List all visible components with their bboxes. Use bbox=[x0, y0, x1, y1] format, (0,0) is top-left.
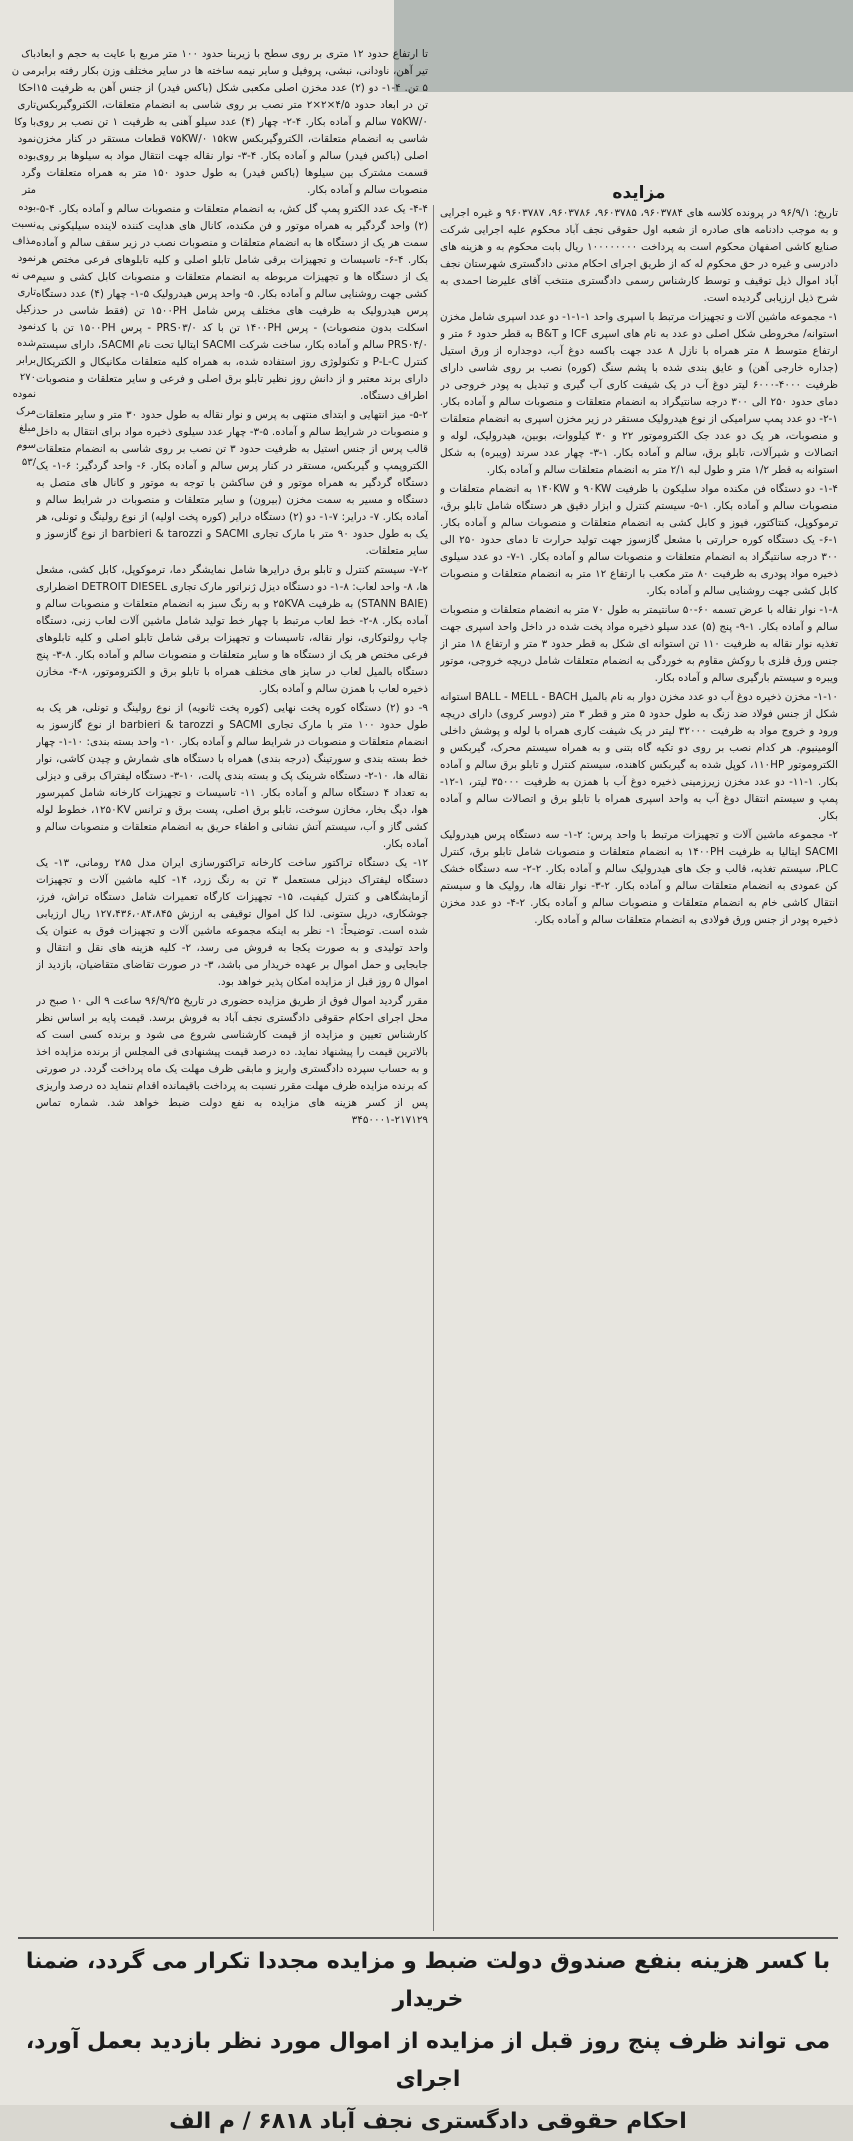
notice-title: مزایده bbox=[612, 183, 666, 203]
strip-line: برابر bbox=[16, 355, 36, 366]
column-divider bbox=[433, 205, 434, 1931]
strip-line: تاری bbox=[17, 100, 36, 111]
footer-line: با کسر هزینه بنفع صندوق دولت ضبط و مزایده مجددا تکرار می گردد، ضمنا خریدار bbox=[25, 1949, 831, 2012]
strip-line: احکا bbox=[18, 83, 36, 94]
notice-paragraph: ۹- دو (۲) دستگاه کوره پخت نهایی (کوره پخت ثانویه) از نوع رولینگ و تونلی، هر یک به طول حدود ۱۰۰ متر با مارک تجاری SACMI و barbieri & tarozzi از نوع گازسوز به انضمام متعلقات و منصوبات در شرایط سالم و آماده بکار. ۱۰- واحد بسته بندی: ۱۰-۱- چهار خط بسته بندی و سورتینگ (درجه بندی) همراه با دستگاه های شمارش و چیدن کاشی، نوار نقاله ها، ۱۰-۲- دستگاه شرینک پک و بسته بندی پالت، ۱۰-۳- دستگاه لیفتراک برقی و دیزلی به تعداد ۴ دستگاه سالم و آماده بکار. ۱۱- تاسیسات و تجهیزات کارخانه شامل کمپرسور هوا، دیگ بخار، مخازن سوخت، تابلو برق اصلی، پست برق و ترانس ۱۲۵۰KV، خطوط لوله کشی گاز و آب، سیستم آتش نشانی و اطفاء حریق به انضمام متعلقات و منصوبات سالم و آماده بکار. bbox=[36, 702, 428, 850]
blank-header-area bbox=[394, 0, 853, 92]
notice-paragraph: ۱-۸- نوار نقاله با عرض تسمه ۶۰-۵۰ سانتیمتر به طول ۷۰ متر به انضمام متعلقات و منصوبات سالم و آماده بکار. ۱-۹- پنج (۵) عدد سیلو ذخیره مواد پخت شده در داخل واحد اسپری جهت تغذیه نوار نقاله به ظرفیت ۱۱۰ تن استوانه ای شکل به قطر حدود ۳ متر و ارتفاع ۱۸ متر از جنس ورق فلزی با روکش مقاوم به خوردگی به انضمام متعلقات شامل دریچه خروجی، موتور ویبره و سیستم بارگیری سالم و آماده بکار. bbox=[440, 604, 838, 684]
notice-paragraph: ۱۲- یک دستگاه تراکتور ساخت کارخانه تراکتورسازی ایران مدل ۲۸۵ رومانی، ۱۳- یک دستگاه لیفتراک دیزلی مستعمل ۳ تن به رنگ زرد، ۱۴- کلیه ماشین آلات و تجهیزات آزمایشگاهی و کنترل کیفیت، ۱۵- تجهیزات کارگاه تعمیرات شامل دستگاه تراش، فرز، جوشکاری، دریل ستونی. لذا کل اموال توقیفی به ارزش ۱۲۷،۴۳۶،۰۸۴،۸۴۵ ریال ارزیابی شده است. توضیحاً: ۱- نظر به اینکه مجموعه ماشین آلات و تجهیزات فوق به عنوان یک واحد تولیدی و به صورت یکجا به فروش می رسد، ۲- کلیه هزینه های نقل و انتقال و جابجایی و حمل اموال بر عهده خریدار می باشد، ۳- در صورت تقاضای متقاضیان، بازدید از اموال ۵ روز قبل از مزایده امکان پذیر خواهد بود. bbox=[36, 857, 428, 988]
strip-line: زکیل bbox=[15, 304, 36, 315]
notice-paragraph: مقرر گردید اموال فوق از طریق مزایده حضوری در تاریخ ۹۶/۹/۲۵ ساعت ۹ الی ۱۰ صبح در محل اجرای احکام حقوقی دادگستری نجف آباد به فروش برسد. قیمت پایه بر اساس نظر کارشناس تعیین و مزایده از قیمت کارشناسی شروع می شود و برنده کسی است که بالاترین قیمت را پیشنهاد نماید. ده درصد قیمت پیشنهادی فی المجلس از برنده مزایده اخذ و به حساب سپرده دادگستری واریز و مابقی ظرف مهلت یک ماه پرداخت گردد. در صورتی که برنده مزایده ظرف مهلت مقرر نسبت به پرداخت باقیمانده اقدام ننماید ده درصد واریزی پس از کسر هزینه های مزایده به نفع دولت ضبط خواهد شد. شماره تماس ۲۱۷۱۲۹-۳۴۵۰۰۰۱ bbox=[36, 995, 428, 1126]
strip-line: متر bbox=[22, 185, 36, 196]
strip-line: سوم bbox=[16, 440, 36, 451]
notice-paragraph: تا ارتفاع حدود ۱۲ متری بر روی سطح با زیربنا حدود ۱۰۰ متر مربع با عایت به حجم و ابعاد تیر آهن، ناودانی، نبشی، پروفیل و سایر نیمه ساخته ها در سایر مختلف وزن بکار رفته برابر ۵ تن. ۴-۱- دو (۲) عدد مخزن اصلی مکعبی شکل (باکس فیدر) از جنس آهن به ظرفیت ۱۵ تن در ابعاد حدود ۴/۵×۲×۲ متر نصب بر روی شاسی به انضمام متعلقات، الکتروگیربکس ۷۵KW/۰ سالم و آماده بکار. ۴-۲- چهار (۴) عدد سیلو آهنی به ظرفیت ۱ تن نصب بر روی شاسی به انضمام متعلقات، الکتروگیربکس ۷۵KW/۰ ۱۵kw قطعات مستقر در کنار مخزن اصلی (باکس فیدر) سالم و آماده بکار. ۴-۳- نوار نقاله جهت انتقال مواد به سیلوها بر روی قسمت مشترک بین سیلوها (باکس فیدر) به طول حدود ۱۵۰ متر به همراه متعلقات و منصوبات سالم و آماده بکار. bbox=[36, 48, 428, 196]
cropped-adjacent-column bbox=[0, 46, 36, 556]
notice-footer bbox=[18, 1937, 838, 2134]
strip-line: با وکا bbox=[14, 117, 36, 128]
notice-column-left bbox=[36, 46, 428, 1931]
notice-column-right bbox=[440, 205, 838, 1931]
notice-paragraph: ۱-۱۰- مخزن ذخیره دوغ آب دو عدد مخزن دوار به نام بالمیل BALL - MELL - BACH استوانه شکل از جنس فولاد ضد زنگ به طول حدود ۵ متر و قطر ۳ متر (دوسر کروی) دارای دریچه ورود و خروج مواد به ظرفیت ۳۲۰۰۰ لیتر در یک شیفت کاری همراه با لوله و پوشش داخلی آلومینیوم. هر کدام نصب بر روی دو تکیه گاه بتنی و به همراه سیستم محرک، گیربکس و الکتروموتور ۱۱۰HP، کوپل شده به گیربکس کاهنده، سیستم کنترل و تابلو برق سالم و آماده بکار. ۱-۱۱- دو عدد مخزن زیرزمینی ذخیره دوغ آب با همزن به ظرفیت ۳۵۰۰۰ لیتر، ۱-۱۲- پمپ و سیستم انتقال دوغ آب به واحد اسپری همراه با تابلو برق و اتصالات سالم و آماده بکار. bbox=[440, 691, 838, 822]
strip-line: نمود bbox=[17, 321, 36, 332]
footer-line: احکام حقوقی دادگستری نجف آباد ۶۸۱۸ / م الف bbox=[169, 2109, 687, 2134]
strip-line: بوده bbox=[18, 151, 36, 162]
strip-line: می نه bbox=[10, 270, 36, 281]
strip-line: تاری bbox=[17, 287, 36, 298]
strip-line: /۵۳ bbox=[21, 457, 36, 468]
notice-paragraph: ۷-۲- سیستم کنترل و تابلو برق درایرها شامل نمایشگر دما، ترموکوپل، کابل کشی، مشعل ها، ۸- واحد لعاب: ۸-۱- دو دستگاه دیزل ژنراتور مارک تجاری DETROIT DIESEL اضطراری (STANN BAIE) به ظرفیت ۲۵KVA و به رنگ سبز به انضمام متعلقات و منصوبات سالم و آماده بکار. ۸-۲- خط لعاب مرتبط با چهار خط تولید شامل ماشین آلات لعاب زنی، دستگاه چاپ رولتوکاری، نوار نقاله، تاسیسات و تجهیزات برقی شامل تابلو اصلی و کلیه تابلوهای فرعی مختص هر یک از دستگاه ها و سایر متعلقات و منصوبات سالم و آماده بکار. ۸-۳- پنج دستگاه بالمیل لعاب در سایز های مختلف همراه با تابلو برق و الکتروموتور، ۸-۴- مخازن ذخیره لعاب با همزن سالم و آماده بکار. bbox=[36, 564, 428, 695]
strip-line: ۲۷۰ bbox=[19, 372, 36, 383]
notice-paragraph: ۱- مجموعه ماشین آلات و تجهیزات مرتبط با اسپری واحد ۱-۱-۱- دو عدد اسپری شامل مخزن استوانه/ مخروطی شکل اصلی دو عدد به نام های اسپری ICF و B&T به قطر حدود ۶ متر و ارتفاع متوسط ۸ متر همراه با نازل ۸ عدد جهت باکسه دوغ آب، دوجداره از ورق استیل (جداره خارجی آهن) و عایق بندی شده با پشم سنگ (کوره) نصب بر روی شاسی دارای ظرفیت ۴۰۰۰-۶۰۰۰ لیتر دوغ آب در یک شیفت کاری آب گیری و تبدیل به پودر خروجی در دمای حدود ۲۵۰ الی ۳۰۰ درجه سانتیگراد به انضمام متعلقات و منصوبات سالم و آماده بکار. ۱-۲- دو عدد پمپ سرامیکی از نوع هیدرولیک مستقر در زیر مخزن اسپری به انضمام متعلقات و منصوبات، هر یک دو عدد جک الکتروموتور ۲۲ و ۳۰ کیلووات، بوبین، هیدرولیک، لوله و اتصالات و شیرآلات، تابلو برق، سالم و آماده بکار. ۱-۳- چهار عدد سرند (ویبره) به شکل استوانه به قطر ۱/۲ متر و طول لبه ۲/۱ متر به انضمام متعلقات سالم و آماده بکار. bbox=[440, 311, 838, 476]
strip-line: بوده bbox=[18, 202, 36, 213]
strip-line: می ن bbox=[11, 66, 36, 77]
notice-paragraph: ۵-۲- میز انتهایی و ابتدای منتهی به پرس و نوار نقاله به طول حدود ۳۰ متر و سایر متعلقات و منصوبات در شرایط سالم و آماده. ۵-۳- چهار عدد سیلوی ذخیره مواد برای انتقال به داخل قالب پرس از جنس استیل به ظرفیت حدود ۳ تن نصب بر روی شاسی به انضمام متعلقات الکتروپمپ و گیربکس، مستقر در کنار پرس سالم و آماده بکار. ۶- واحد گردگیر: ۶-۱- یک دستگاه گردگیر به همراه موتور و فن ساکشن با توجه به موتور و کانال های متصل به دستگاه و مسیر به سمت مخزن (بیرون) و سایر متعلقات و منصوبات در شرایط سالم و آماده بکار. ۷- درایر: ۷-۱- دو (۲) دستگاه درایر (کوره پخت اولیه) از نوع رولینگ و تونلی، هر یک به طول حدود ۹۰ متر با مارک تجاری SACMI و barbieri & tarozzi از نوع گازسوز و سایر متعلقات. bbox=[36, 409, 428, 557]
strip-line: گرد bbox=[21, 168, 36, 179]
strip-line: نمود bbox=[17, 253, 36, 264]
strip-line: مرک bbox=[16, 406, 36, 417]
strip-line: مذاف bbox=[12, 236, 36, 247]
notice-paragraph: ۲- مجموعه ماشین آلات و تجهیزات مرتبط با واحد پرس: ۲-۱- سه دستگاه پرس هیدرولیک SACMI ایتالیا به ظرفیت ۱۴۰۰PH به انضمام متعلقات و منصوبات شامل تابلو برق، کنترل PLC، سیستم تغذیه، قالب و جک های هیدرولیک سالم و آماده بکار. ۲-۲- سه دستگاه خشک کن عمودی به انضمام متعلقات سالم و آماده بکار. ۲-۳- نوار نقاله ها، رولیک ها و سیستم انتقال کاشی خام به انضمام متعلقات و منصوبات سالم و آماده بکار. ۲-۴- دو عدد مخزن ذخیره پودر از جنس ورق فولادی به انضمام متعلقات سالم و آماده بکار. bbox=[440, 829, 838, 926]
strip-line: باک bbox=[21, 49, 36, 60]
notice-paragraph: تاریخ: ۹۶/۹/۱ در پرونده کلاسه های ۹۶۰۳۷۸۴، ۹۶۰۳۷۸۵، ۹۶۰۳۷۸۶، ۹۶۰۳۷۸۷ و غیره اجرایی و به موجب دادنامه های صادره از شعبه اول حقوقی نجف آباد محکوم علیه اجرایی شرکت صنایع کاشی اصفهان محکوم است به پرداخت ۱۰۰۰۰۰۰۰۰ ریال بابت محکوم به و هزینه های دادرسی و غیره در حق محکوم له که از طریق اجرای احکام مدنی دادگستری شهرستان نجف آباد اموال ذیل توقیف و توسط کارشناس رسمی دادگستری منتخب آقای علیرضا احمدی به شرح ذیل ارزیابی گردیده است. bbox=[440, 207, 838, 304]
footer-line: می تواند ظرف پنج روز قبل از مزایده از اموال مورد نظر بازدید بعمل آورد، اجرای bbox=[25, 2029, 831, 2092]
strip-line: نموده bbox=[12, 389, 36, 400]
strip-line: مبلغ bbox=[18, 423, 36, 434]
strip-line: شده bbox=[17, 338, 36, 349]
notice-paragraph: ۱-۴- دو دستگاه فن مکنده مواد سلیکون با ظرفیت ۹۰KW و ۱۴۰KW به انضمام متعلقات و منصوبات سالم و آماده بکار. ۱-۵- سیستم کنترل و ابزار دقیق هر دستگاه شامل تابلو برق، ترموکوپل، کنتاکتور، فیوز و کابل کشی به انضمام متعلقات و منصوبات سالم و آماده بکار. ۱-۶- یک دستگاه کوره حرارتی با مشعل گازسوز جهت تولید حرارت تا دمای حدود ۲۵۰ الی ۳۰۰ درجه سانتیگراد به انضمام متعلقات و منصوبات سالم و آماده بکار. ۱-۷- دو عدد سیلوی ذخیره مواد پودری به ظرفیت ۸۰ متر مکعب با ارتفاع ۱۲ متر به انضمام متعلقات و منصوبات کابل کشی جهت روشنایی سالم و آماده بکار. bbox=[440, 483, 838, 597]
strip-line: نمود bbox=[17, 134, 36, 145]
strip-line: نسبت bbox=[11, 219, 36, 230]
notice-paragraph: ۴-۴- یک عدد الکترو پمپ گل کش، به انضمام متعلقات و منصوبات سالم و آماده بکار. ۴-۵- (۲) واحد گردگیر به همراه موتور و فن مکنده، کانال های هدایت کننده لاینده سیلیکونی به سمت هر یک از دستگاه ها به انضمام متعلقات و منصوبات نصب در زیر سقف سالم و آماده بکار. ۴-۶- تاسیسات و تجهیزات برقی شامل تابلو اصلی و کلیه تابلوهای فرعی مختص هر یک از دستگاه ها و تجهیزات مربوطه به انضمام متعلقات و منصوبات کابل کشی و سیم کشی جهت روشنایی سالم و آماده بکار. ۵- واحد پرس هیدرولیک ۵-۱- چهار (۴) عدد دستگاه پرس هیدرولیک به ظرفیت های مختلف پرس شامل ۱۵۰۰PH تن (فقط شاسی در حد اسکلت بدون منصوبات) - پرس ۱۴۰۰PH تن با کد PRS۰۳/۰ - پرس ۱۵۰۰PH تن با کد PRS۰۴/۰ سالم و آماده بکار، ساخت شرکت SACMI ایتالیا تحت نام SACMI، دارای سیستم کنترل P-L-C و تکنولوژی روز استفاده شده، به همراه کلیه متعلقات مکانیکال و الکتریکال دارای برند معتبر و از دانش روز نظیر تابلو برق اصلی و فرعی و سایر متعلقات و منصوبات اطراف دستگاه. bbox=[36, 203, 428, 402]
